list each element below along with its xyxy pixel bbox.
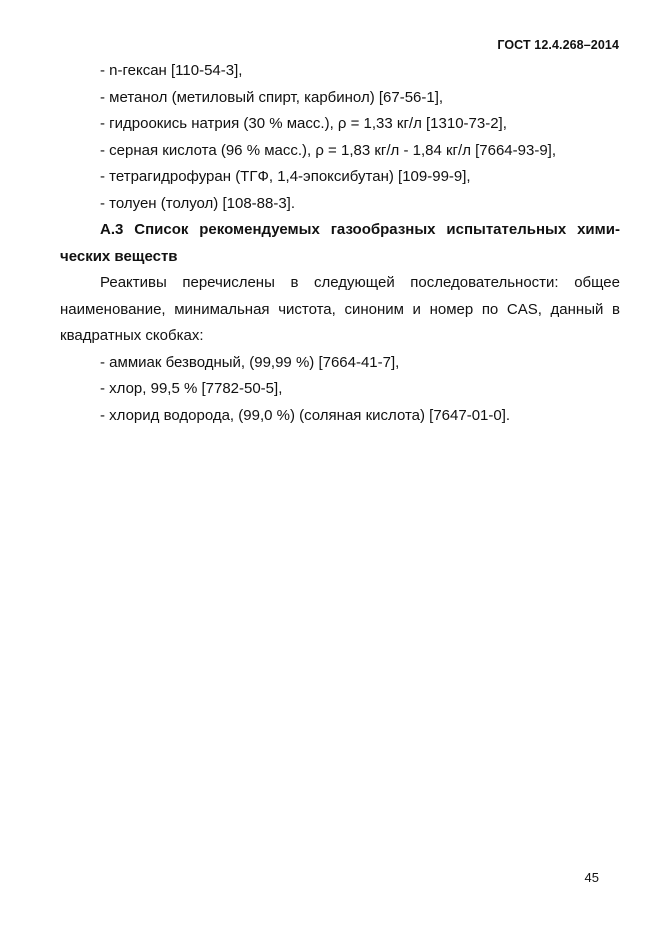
word: номер <box>429 300 474 318</box>
heading-word: испытательных <box>446 221 567 238</box>
heading-word: Список <box>134 221 189 238</box>
section-heading-a3-continuation: ческих веществ <box>60 247 178 265</box>
word: минимальная <box>174 300 270 318</box>
list-item: - гидроокись натрия (30 % масс.), ρ = 1,33 кг/л [1310-73-2], <box>100 115 507 132</box>
word: в <box>612 300 620 318</box>
document-body <box>60 58 620 429</box>
heading-word: А.3 <box>100 221 124 238</box>
heading-word: газообразных <box>330 221 436 238</box>
list-item: - хлорид водорода, (99,0 %) (соляная кислота) [7647-01-0]. <box>100 406 511 424</box>
word: в <box>290 274 299 291</box>
section-heading-a3 <box>60 217 620 244</box>
intro-paragraph-line: квадратных скобках: <box>60 327 204 344</box>
document-code-header: ГОСТ 12.4.268–2014 <box>497 38 619 52</box>
intro-paragraph-line <box>60 297 620 324</box>
word: следующей <box>314 274 395 291</box>
list-item: - серная кислота (96 % масс.), ρ = 1,83 кг/л - 1,84 кг/л [7664-93-9], <box>100 141 556 159</box>
list-item: - тетрагидрофуран (ТГФ, 1,4-эпоксибутан) [109-99-9], <box>100 168 471 185</box>
list-item: - хлор, 99,5 % [7782-50-5], <box>100 380 283 397</box>
heading-word: рекомендуемых <box>199 221 320 238</box>
list-item: - толуен (толуол) [108-88-3]. <box>100 194 296 212</box>
word: перечислены <box>182 274 275 291</box>
word: синоним <box>344 300 404 318</box>
list-item: - n-гексан [110-54-3], <box>100 62 243 79</box>
word: и <box>412 300 421 318</box>
heading-word: хими- <box>577 221 620 238</box>
word: по <box>481 300 499 318</box>
word: общее <box>574 274 620 291</box>
word: наименование, <box>60 300 166 318</box>
intro-paragraph-line <box>60 270 620 297</box>
list-item: - аммиак безводный, (99,99 %) [7664-41-7], <box>100 353 400 371</box>
word: последовательности: <box>410 274 559 291</box>
word: чистота, <box>278 300 336 318</box>
page-number: 45 <box>584 870 599 885</box>
word: данный <box>550 300 604 318</box>
list-item: - метанол (метиловый спирт, карбинол) [67-56-1], <box>100 88 444 106</box>
word: CAS, <box>506 300 542 318</box>
word: Реактивы <box>100 274 167 291</box>
